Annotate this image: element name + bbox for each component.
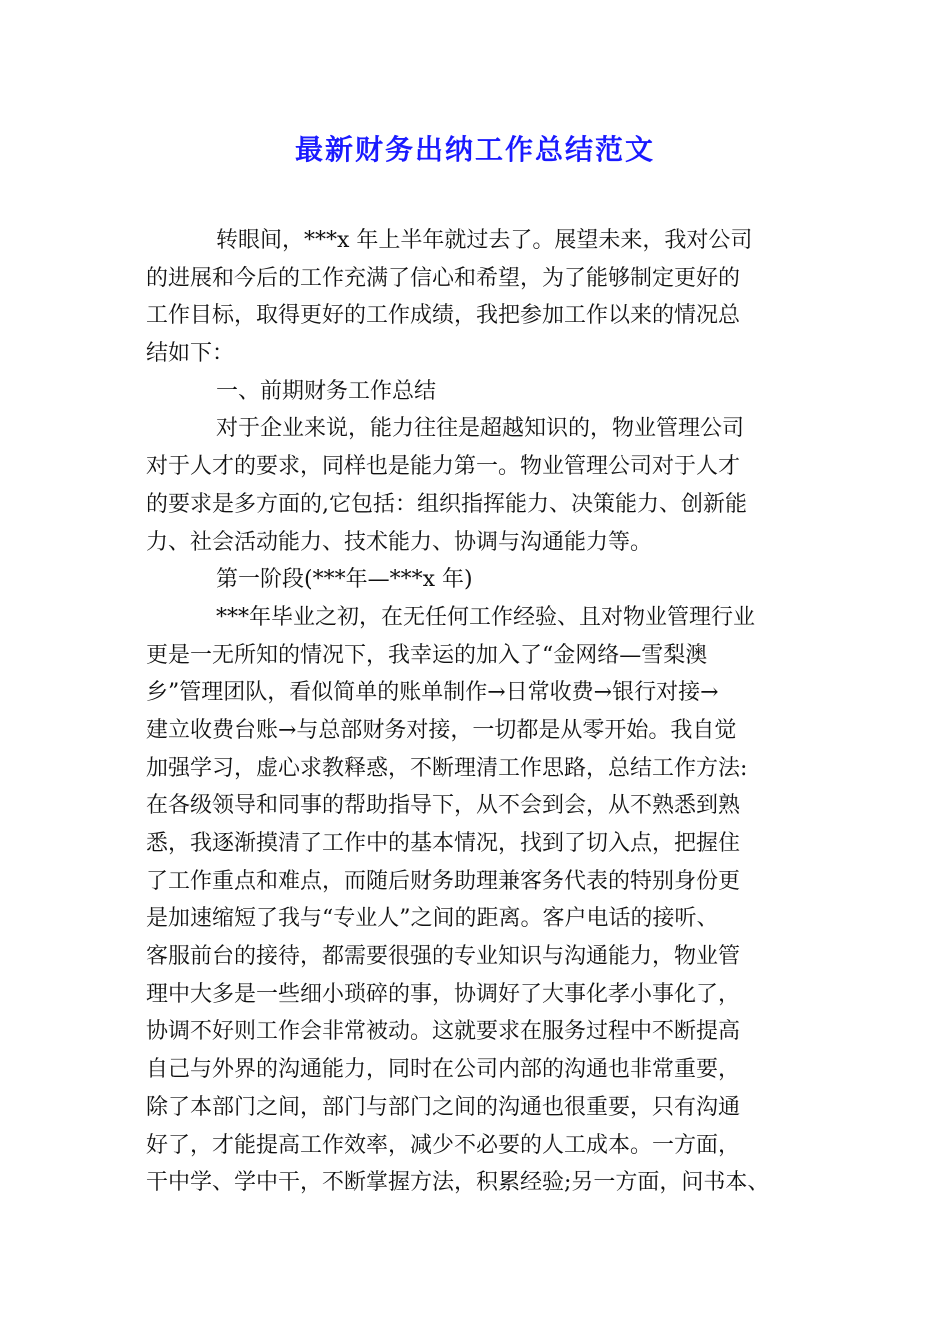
paragraph-line: 的要求是多方面的,它包括：组织指挥能力、决策能力、创新能: [146, 491, 747, 517]
subsection-heading: 第一阶段(***年—***x 年): [216, 567, 473, 593]
paragraph-line: 好了，才能提高工作效率，减少不必要的人工成本。一方面，: [146, 1132, 741, 1158]
paragraph-line: 力、社会活动能力、技术能力、协调与沟通能力等。: [146, 529, 653, 555]
paragraph-line: 工作目标，取得更好的工作成绩，我把参加工作以来的情况总: [146, 303, 741, 329]
paragraph-line: 干中学、学中干，不断掌握方法，积累经验;另一方面，问书本、: [146, 1170, 770, 1196]
paragraph-line: 协调不好则工作会非常被动。这就要求在服务过程中不断提高: [146, 1019, 741, 1045]
paragraph-line: 除了本部门之间，部门与部门之间的沟通也很重要，只有沟通: [146, 1094, 741, 1120]
paragraph-line: 了工作重点和难点，而随后财务助理兼客务代表的特别身份更: [146, 868, 741, 894]
document-title: 最新财务出纳工作总结范文: [294, 133, 655, 166]
paragraph-line: 理中大多是一些细小琐碎的事，协调好了大事化孝小事化了，: [146, 981, 741, 1007]
paragraph-line: 的进展和今后的工作充满了信心和希望，为了能够制定更好的: [146, 265, 741, 291]
paragraph-line: 加强学习，虚心求教释惑，不断理清工作思路，总结工作方法:: [146, 755, 748, 781]
paragraph-line: 更是一无所知的情况下，我幸运的加入了“金网络—雪梨澳: [146, 642, 708, 668]
paragraph-line: 转眼间，***x 年上半年就过去了。展望未来，我对公司: [216, 228, 753, 253]
paragraph-line: 悉，我逐渐摸清了工作中的基本情况，找到了切入点，把握住: [146, 831, 741, 856]
paragraph-line: 结如下：: [146, 341, 235, 367]
document-body: [146, 222, 846, 1202]
paragraph-line: 建立收费台账→与总部财务对接，一切都是从零开始。我自觉: [146, 717, 737, 743]
paragraph-line: ***年毕业之初，在无任何工作经验、且对物业管理行业: [216, 604, 756, 630]
paragraph-line: 对于人才的要求，同样也是能力第一。物业管理公司对于人才: [146, 454, 741, 480]
paragraph-line: 自己与外界的沟通能力，同时在公司内部的沟通也非常重要，: [146, 1057, 741, 1083]
paragraph-line: 对于企业来说，能力往往是超越知识的，物业管理公司: [216, 416, 745, 442]
paragraph-line: 乡”管理团队，看似简单的账单制作→日常收费→银行对接→: [146, 680, 719, 706]
paragraph-line: 在各级领导和同事的帮助指导下，从不会到会，从不熟悉到熟: [146, 793, 741, 819]
paragraph-line: 是加速缩短了我与“专业人”之间的距离。客户电话的接听、: [146, 906, 719, 932]
paragraph-line: 客服前台的接待，都需要很强的专业知识与沟通能力，物业管: [146, 944, 741, 970]
section-heading: 一、前期财务工作总结: [216, 378, 437, 404]
